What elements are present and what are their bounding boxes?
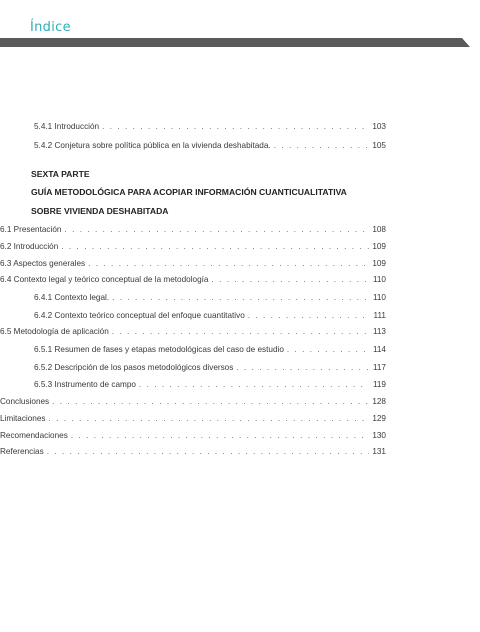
toc-dot-leader: [49, 414, 369, 424]
toc-dot-leader: [248, 311, 369, 321]
toc-page-number: 117: [372, 363, 386, 372]
toc-entry-conclusiones[interactable]: [0, 393, 386, 407]
toc-entry-6-5-3[interactable]: [34, 376, 386, 390]
toc-entry-6-4-1[interactable]: [34, 289, 386, 303]
toc-entry-label: 6.5.3 Instrumento de campo: [34, 380, 136, 389]
part-label: SEXTA PARTE: [31, 169, 90, 179]
toc-dot-leader: [64, 225, 369, 235]
toc-entry-label: Recomendaciones: [0, 431, 68, 440]
toc-dot-leader: [112, 327, 369, 337]
toc-entry-5-4-1[interactable]: [34, 118, 386, 132]
toc-entry-label: 6.3 Aspectos generales: [0, 259, 86, 268]
toc-entry-label: 6.5.2 Descripción de los pasos metodológicos diversos: [34, 363, 234, 372]
part-title-line-2: SOBRE VIVIENDA DESHABITADA: [31, 206, 169, 216]
toc-dot-leader: [61, 242, 369, 252]
page-title: Índice: [30, 20, 71, 35]
toc-entry-referencias[interactable]: [0, 443, 386, 457]
toc-entry-label: Conclusiones: [0, 397, 50, 406]
toc-entry-6-1[interactable]: [0, 221, 386, 235]
toc-entry-6-4[interactable]: [0, 271, 386, 285]
toc-dot-leader: [52, 397, 369, 407]
toc-page-number: 110: [372, 275, 386, 284]
toc-entry-6-2[interactable]: [0, 238, 386, 252]
toc-page-number: 108: [372, 225, 386, 234]
toc-dot-leader: [274, 141, 369, 151]
toc-entry-5-4-2[interactable]: [34, 137, 386, 151]
toc-entry-label: 6.4.1 Contexto legal.: [34, 293, 110, 302]
toc-entry-label: 6.5 Metodología de aplicación: [0, 327, 109, 336]
toc-entry-6-5[interactable]: [0, 323, 386, 337]
toc-entry-label: 5.4.1 Introducción: [34, 122, 100, 131]
toc-page-number: 111: [373, 311, 386, 320]
toc-dot-leader: [211, 275, 369, 285]
toc-entry-label: 6.2 Introducción: [0, 242, 59, 251]
toc-entry-limitaciones[interactable]: [0, 410, 386, 424]
toc-dot-leader: [47, 447, 369, 457]
toc-page-number: 109: [372, 259, 386, 268]
toc-entry-6-5-2[interactable]: [34, 359, 386, 373]
header-divider-bar: [0, 38, 470, 47]
toc-entry-label: 5.4.2 Conjetura sobre política pública en la vivienda deshabitada.: [34, 141, 271, 150]
toc-entry-label: 6.1 Presentación: [0, 225, 62, 234]
toc-entry-label: Limitaciones: [0, 414, 46, 423]
toc-dot-leader: [88, 259, 369, 269]
toc-page-number: 130: [372, 431, 386, 440]
toc-page-number: 119: [372, 380, 386, 389]
toc-entry-6-3[interactable]: [0, 255, 386, 269]
toc-page-number: 109: [372, 242, 386, 251]
toc-entry-label: 6.4.2 Contexto teórico conceptual del enfoque cuantitativo: [34, 311, 245, 320]
toc-entry-label: 6.4 Contexto legal y teórico conceptual de la metodología: [0, 275, 209, 284]
toc-page-number: 131: [372, 447, 386, 456]
toc-dot-leader: [139, 380, 369, 390]
toc-page-number: 110: [372, 293, 386, 302]
toc-entry-recomendaciones[interactable]: [0, 427, 386, 441]
toc-page-number: 103: [372, 122, 386, 131]
toc-dot-leader: [287, 345, 369, 355]
toc-page-number: 113: [372, 327, 386, 336]
toc-page-number: 114: [372, 345, 386, 354]
toc-page-number: 128: [372, 397, 386, 406]
toc-page-number: 105: [372, 141, 386, 150]
toc-page-number: 129: [372, 414, 386, 423]
toc-entry-6-5-1[interactable]: [34, 341, 386, 355]
toc-dot-leader: [71, 431, 369, 441]
toc-dot-leader: [236, 363, 369, 373]
toc-dot-leader: [102, 122, 369, 132]
toc-entry-6-4-2[interactable]: [34, 307, 386, 321]
toc-dot-leader: [112, 293, 369, 303]
toc-entry-label: Referencias: [0, 447, 44, 456]
toc-entry-label: 6.5.1 Resumen de fases y etapas metodológicas del caso de estudio: [34, 345, 284, 354]
part-title-line-1: GUÍA METODOLÓGICA PARA ACOPIAR INFORMACIÓN CUANTICUALITATIVA: [31, 187, 347, 197]
